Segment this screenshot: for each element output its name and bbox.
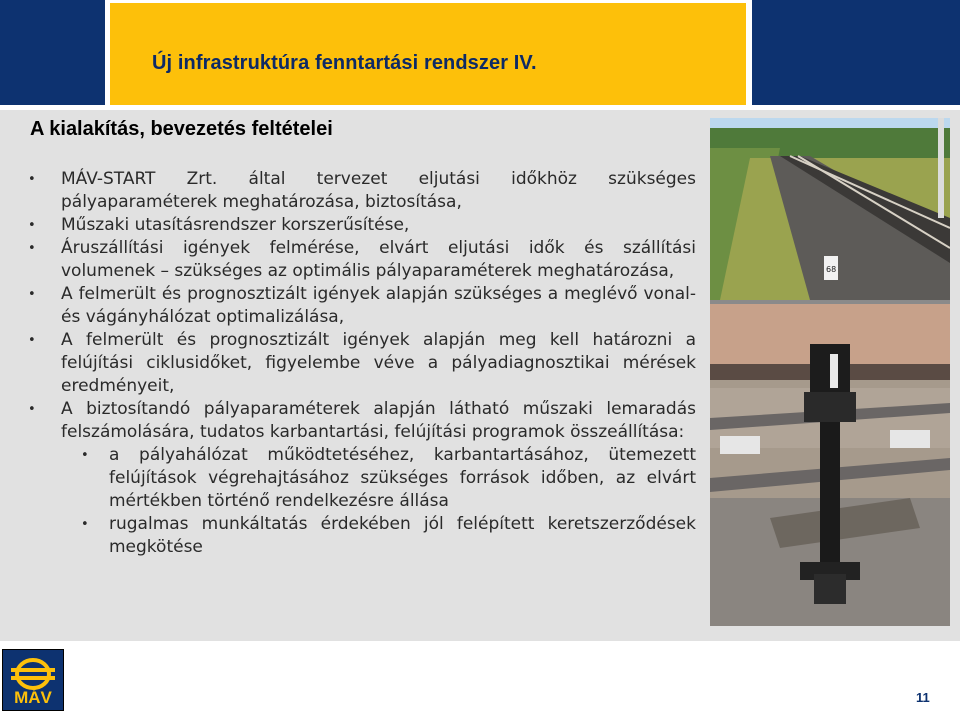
bullet-item: • Áruszállítási igények felmérése, elvárt eljutási idők és szállítási volumenek – szükséges az optimális pályaparaméterek meghatározása, <box>24 237 696 283</box>
bullet-item: • A felmerült és prognosztizált igények alapján meg kell határozni a felújítási ciklusidőket, figyelembe véve a pályadiagnosztikai mérések eredményeit, <box>24 329 696 398</box>
bullet-item <box>24 398 696 559</box>
track-photo <box>710 118 950 300</box>
km-marker-text: 68 <box>826 265 837 274</box>
bullet-item: • A felmerült és prognosztizált igények alapján szükséges a meglévő vonal- és vágányhálózat optimalizálása, <box>24 283 696 329</box>
bullet-list <box>24 168 696 559</box>
header-right-block <box>752 0 960 105</box>
signal-post-photo <box>710 304 950 626</box>
section-subtitle: A kialakítás, bevezetés feltételei <box>30 118 333 140</box>
logo-text: MÁV <box>14 688 52 707</box>
slide-title: Új infrastruktúra fenntartási rendszer IV. <box>152 52 537 74</box>
bullet-item: • MÁV-START Zrt. által tervezet eljutási időkhöz szükséges pályaparaméterek meghatározása, biztosítása, <box>24 168 696 214</box>
sub-bullet-item: • rugalmas munkáltatás érdekében jól felépített keretszerződések megkötése <box>61 513 696 559</box>
bullet-item-text: A biztosítandó pályaparaméterek alapján látható műszaki lemaradás felszámolására, tudatos karbantartási, felújítási programok összeállítása: <box>61 399 696 442</box>
sub-bullet-list <box>61 444 696 559</box>
railway-photo-collage <box>710 118 950 626</box>
header-left-block <box>0 0 105 105</box>
sub-bullet-item: • a pályahálózat működtetéséhez, karbantartásához, ütemezett felújítások végrehajtásához szükséges források időben, az elvárt mértékben történő rendelkezésre állása <box>61 444 696 513</box>
bullet-item: • Műszaki utasításrendszer korszerűsítése, <box>24 214 696 237</box>
railway-photo-graphic <box>710 118 950 626</box>
page-number: 11 <box>916 690 930 705</box>
mav-logo <box>2 649 64 711</box>
